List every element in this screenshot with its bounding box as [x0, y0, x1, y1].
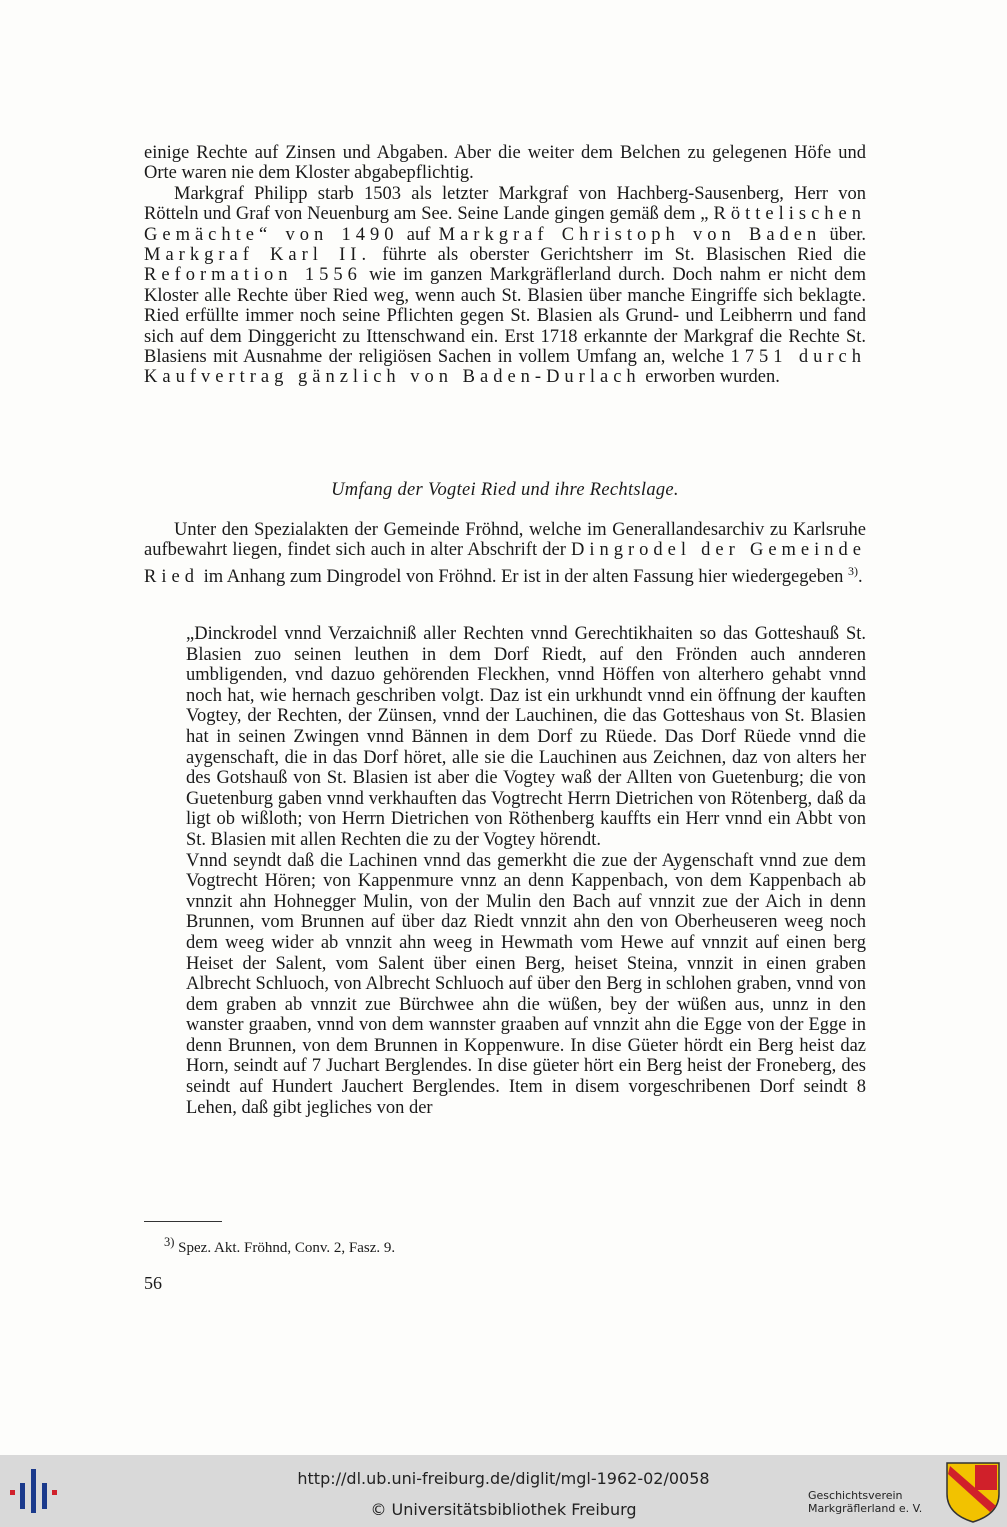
spaced-emphasis: 1751 durch Kaufvertrag gänzlich von Baden-Durlach: [144, 347, 867, 388]
text-run: führte als oberster Gerichtsherr im St. Blasischen Ried die: [371, 245, 866, 266]
spaced-emphasis: Markgraf Karl II.: [144, 245, 372, 266]
document-url-link[interactable]: http://dl.ub.uni-freiburg.de/diglit/mgl-1962-02/0058: [297, 1469, 710, 1488]
paragraph-text: [144, 520, 866, 587]
quoted-dingrodel: [186, 624, 866, 1118]
viewer-footer: [0, 1455, 1007, 1527]
paragraph-history: [144, 143, 866, 388]
paragraph-text: [144, 143, 866, 388]
text-run: einige Rechte auf Zinsen und Abgaben. Aber die weiter dem Belchen zu gelegenen Höfe und Orte waren nie dem Kloster abgabepflichtig.: [144, 143, 866, 184]
copyright-text: © Universitätsbibliothek Freiburg: [370, 1500, 637, 1519]
text-run: Unter den Spezialakten der Gemeinde Fröhnd, welche im Generallandesarchiv zu Karlsruhe aufbewahrt liegen, findet sich auch in alter Abschrift der: [144, 520, 866, 561]
spaced-emphasis: Dingrodel der Gemeinde Ried: [144, 540, 866, 587]
society-name-line1: Geschichtsverein: [808, 1489, 903, 1502]
text-run: .: [858, 566, 863, 587]
spaced-emphasis: „Röttelischen Gemächte“ von 1490: [144, 204, 866, 245]
coat-of-arms-icon: [944, 1460, 1002, 1524]
text-run: über.: [821, 224, 866, 245]
spaced-emphasis: Reformation 1556: [144, 265, 362, 286]
spaced-emphasis: Markgraf Christoph von Baden: [438, 224, 822, 245]
text-run: auf: [398, 224, 439, 245]
society-name-line2: Markgräflerland e. V.: [808, 1502, 923, 1515]
society-name: [808, 1489, 922, 1515]
text-run: wie im ganzen Markgräflerland durch. Doch nahm er nicht dem Kloster alle Rechte über Ried weg, wenn auch St. Blasien über manche Eingriffe sich beklagte. Ried erfüllte immer noch seine Pflichten gegen St. Blasien als Grund- und Leibherrn und fand sich auf dem Dinggericht zu Ittenschwand ein. Erst 1718 erkannte der Markgraf die Rechte St. Blasiens mit Ausnahme der religiösen Sachen in vollem Umfang an, welche: [144, 265, 866, 368]
quote-paragraph-1: „Dinckrodel vnnd Verzaichniß aller Rechten vnnd Gerechtikhaiten so das Gotteshauß St. Blasien zuo seinen leuthen in dem Dorf Riedt, auf den Frönden auch annderen umbligenden, vnd dazuo gehörenden Fleckhen, vnnd Höffen von alterhero gehabt vnnd noch hat, wie hernach geschriben volgt. Daz ist ein urkhundt vnnd ein öffnung der kauften Vogtey, der Rechten, der Zünsen, vnnd der Lauchinen, die das Gotteshaus von St. Blasien hat in seinen Zwingen vnnd Bännen in dem Dorf zu Rüede. Das Dorf Rüede vnnd die aygenschaft, die in das Dorf höret, alle sie die Lauchinen aus Zeichnen, daz von alters her des Gotshauß von St. Blasien ist aber die Vogtey waß der Allten von Guetenburg; die von Guetenburg gaben vnnd verkhauften das Vogtrecht Herrn Dietrichen von Rötenberg, daß da ligt ob wißloth; von Herrn Dietrichen von Röthenberg kauffts ein Herr vnnd ein Abbt von St. Blasien mit allen Rechten die zu der Vogtey hörendt.: [186, 624, 866, 850]
footnote-mark: 3): [164, 1235, 175, 1249]
footnote-text: Spez. Akt. Fröhnd, Conv. 2, Fasz. 9.: [174, 1240, 396, 1256]
page-number: 56: [144, 1273, 162, 1293]
section-heading: Umfang der Vogtei Ried und ihre Rechtslage.: [331, 480, 679, 500]
text-run: erworben wurden.: [640, 367, 780, 388]
footnote-ref: 3): [848, 563, 859, 578]
text-run: Markgraf Philipp starb 1503 als letzter Markgraf von Hachberg-Sausenberg, Herr von Rötteln und Graf von Neuenburg am See. Seine Lande gingen gemäß dem: [144, 183, 866, 225]
quote-paragraph-2: Vnnd seyndt daß die Lachinen vnnd das gemerkht die zue der Aygenschaft vnnd zue dem Vogtrecht Hören; von Kappenmure vnnz an denn Kappenbach, von dem Kappenbach ab vnnzit ahn Hohnegger Mulin, von der Mulin den Bach auf vnnzit zue der Aich in denn Brunnen, vom Brunnen auf über daz Riedt vnnzit ahn den von Oberheuseren weeg noch dem weeg wider ab vnnzit ahn weeg in Hewmath vom Hewe auf vnnzit auf einen berg Heiset der Salent, vom Salent über einen Berg, heiset Steina, vnnzit in einen graben Albrecht Schluoch, von Albrecht Schluoch auf über den Berg in schlohen graben, vnnd von dem graben ab vnnzit zue Bürchwee ahn die wüßen, bey der wüßen aus, unnz in den wanster graaben, vnnd von dem wannster graaben auf vnnzit ahn die Egge von der Egge in denn Brunnen, von dem Brunnen in Koppenwure. In dise Güeter hördt ein Berg heist daz Horn, seindt auf 7 Juchart Berglendes. In dise güeter hört ein Berg heist der Froneberg, des seindt auf Hundert Jauchert Berglendes. Item in disem vorgeschribenen Dorf seindt 8 Lehen, daß gibt jegliches von der: [186, 850, 866, 1118]
footnote: [164, 1233, 395, 1257]
footnote-rule: [144, 1221, 222, 1222]
paragraph-dingrodel-intro: [144, 520, 866, 587]
text-run: im Anhang zum Dingrodel von Fröhnd. Er ist in der alten Fassung hier wiedergegeben: [198, 566, 849, 587]
